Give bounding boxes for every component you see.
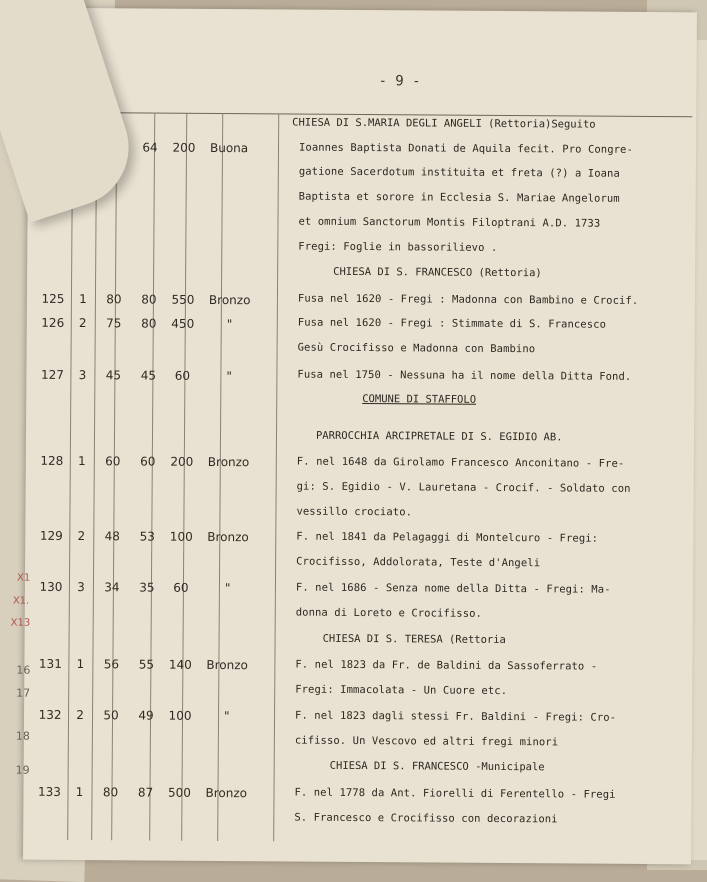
row-text-line: donna di Loreto e Crocifisso. xyxy=(295,606,483,620)
cell-order: 2 xyxy=(76,708,84,723)
cell-diameter-2: 87 xyxy=(137,785,154,800)
cell-number: 128 xyxy=(40,453,64,468)
section-heading: CHIESA DI S. FRANCESCO (Rettoria) xyxy=(333,265,542,280)
row-text-line: Fusa nel 1750 - Nessuna ha il nome della Ditta Fond. xyxy=(297,368,632,383)
row-text-line: Fregi: Immacolata - Un Cuore etc. xyxy=(295,683,508,698)
cell-material: " xyxy=(226,317,233,332)
cell-number: 132 xyxy=(38,707,62,722)
margin-number: 16 xyxy=(16,663,31,677)
cell-order: 1 xyxy=(77,454,86,469)
column-divider xyxy=(91,112,97,840)
margin-mark: X13 xyxy=(10,617,31,629)
row-text-line: cifisso. Un Vescovo ed altri fregi minori xyxy=(294,734,559,749)
cell-diameter-2: 80 xyxy=(141,316,157,331)
cell-order: 2 xyxy=(77,529,86,544)
cell-diameter-1: 56 xyxy=(103,657,120,672)
row-text-line: Fregi: Foglie in bassorilievo . xyxy=(298,240,498,254)
cell-weight: 100 xyxy=(169,529,193,544)
cell-diameter-2: 45 xyxy=(140,368,157,383)
column-divider xyxy=(67,112,73,840)
cell-diameter-1: 60 xyxy=(105,454,121,469)
cell-material: Bronzo xyxy=(208,292,251,308)
row-text-line: F. nel 1778 da Ant. Fiorelli di Ferentello - Fregi xyxy=(294,786,616,801)
column-divider xyxy=(217,113,223,841)
cell-weight: 100 xyxy=(168,708,192,723)
cell-order: 1 xyxy=(76,657,85,672)
margin-mark: X1 xyxy=(16,572,31,584)
cell-diameter-2: 55 xyxy=(138,657,155,672)
page-number: - 9 - xyxy=(378,73,421,90)
cell-diameter-2: 53 xyxy=(139,529,155,544)
row-text-line: Ioannes Baptista Donati de Aquila fecit. Pro Congre- xyxy=(298,141,633,156)
cell-diameter-1: 34 xyxy=(104,580,120,595)
cell-number: 129 xyxy=(39,528,63,543)
margin-number: 17 xyxy=(16,686,31,700)
cell-number: 126 xyxy=(41,315,65,330)
cell-diameter-2: 60 xyxy=(140,454,156,469)
cell-number: 127 xyxy=(40,367,64,382)
section-heading: CHIESA DI S.MARIA DEGLI ANGELI (Rettoria)Seguito xyxy=(292,116,596,131)
margin-number: 19 xyxy=(15,763,30,777)
row-text-line: S. Francesco e Crocifisso con decorazioni xyxy=(294,811,558,826)
cell-number: 125 xyxy=(41,291,65,306)
row-text-line: Fusa nel 1620 - Fregi : Madonna con Bambino e Crocif. xyxy=(297,292,639,307)
cell-order: 1 xyxy=(79,292,87,307)
cell-order: 1 xyxy=(75,785,84,800)
cell-number: 133 xyxy=(38,784,62,799)
section-heading: PARROCCHIA ARCIPRETALE DI S. EGIDIO AB. xyxy=(315,429,563,444)
cell-material: " xyxy=(226,369,232,384)
cell-weight: 550 xyxy=(171,292,195,307)
cell-material: Bronzo xyxy=(206,657,248,673)
cell-weight: 60 xyxy=(173,580,189,595)
row-text-line: Gesù Crocifisso e Madonna con Bambino xyxy=(297,341,536,356)
cell-order: 3 xyxy=(77,580,85,595)
row-text-line: et omnium Sanctorum Montis Filoptrani A.D. 1733 xyxy=(298,215,601,230)
section-heading: CHIESA DI S. TERESA (Rettoria xyxy=(322,632,506,647)
cell-material: Bronzo xyxy=(205,785,248,801)
section-heading: CHIESA DI S. FRANCESCO -Municipale xyxy=(329,759,545,774)
row-text-line: F. nel 1823 da Fr. de Baldini da Sassoferrato - xyxy=(295,658,598,673)
row-text-line: Fusa nel 1620 - Fregi : Stimmate di S. Francesco xyxy=(297,316,607,331)
cell-material: Bronzo xyxy=(207,454,250,470)
cell-diameter-2: 80 xyxy=(141,292,157,307)
cell-order: 3 xyxy=(78,368,87,383)
cell-weight: 500 xyxy=(168,785,192,800)
cell-material: Bronzo xyxy=(207,529,249,545)
cell-diameter-1: 50 xyxy=(103,708,119,723)
cell-diameter-1: 48 xyxy=(104,529,120,544)
cell-weight: 450 xyxy=(171,316,195,331)
row-text-line: F. nel 1686 - Senza nome della Ditta - Fregi: Ma- xyxy=(295,581,611,596)
margin-mark: X1. xyxy=(12,595,30,607)
column-divider xyxy=(181,113,187,841)
cell-weight: 140 xyxy=(168,657,192,672)
comune-heading: COMUNE DI STAFFOLO xyxy=(362,393,477,406)
row-text-line: F. nel 1841 da Pelagaggi di Montelcuro - Fregi: xyxy=(296,530,599,545)
row-text-line: F. nel 1648 da Girolamo Francesco Anconitano - Fre- xyxy=(296,455,625,470)
cell-material: " xyxy=(223,709,230,724)
margin-number: 18 xyxy=(15,729,30,743)
row-text-line: vessillo crociato. xyxy=(296,505,413,519)
cell-weight: 60 xyxy=(174,368,191,383)
cell-diameter-2: 35 xyxy=(139,580,155,595)
cell-diameter-1: 75 xyxy=(106,316,122,331)
column-divider xyxy=(273,113,279,841)
cell-number: 131 xyxy=(38,656,62,671)
column-divider xyxy=(149,113,155,841)
cell-weight: 200 xyxy=(170,454,194,469)
row-text-line: F. nel 1823 dagli stessi Fr. Baldini - Fregi: Cro- xyxy=(295,709,617,724)
cell-material: " xyxy=(224,581,231,596)
cell-diameter-1: 45 xyxy=(105,368,122,383)
cell-diameter-2: 64 xyxy=(142,140,158,155)
row-text-line: Crocifisso, Addolorata, Teste d'Angeli xyxy=(296,555,541,570)
cell-weight: 200 xyxy=(172,140,196,155)
cell-diameter-1: 80 xyxy=(102,785,119,800)
cell-diameter-1: 80 xyxy=(106,292,122,307)
cell-material: Buona xyxy=(209,140,249,156)
row-text-line: Baptista et sorore in Ecclesia S. Mariae Angelorum xyxy=(298,190,620,205)
row-text-line: gatione Sacerdotum instituita et freta (?) a Ioana xyxy=(298,165,620,180)
row-text-line: gi: S. Egidio - V. Lauretana - Crocif. - Soldato con xyxy=(296,480,631,495)
cell-diameter-2: 49 xyxy=(138,708,154,723)
cell-order: 2 xyxy=(78,316,87,331)
cell-number: 130 xyxy=(39,579,63,594)
column-divider xyxy=(111,112,117,840)
